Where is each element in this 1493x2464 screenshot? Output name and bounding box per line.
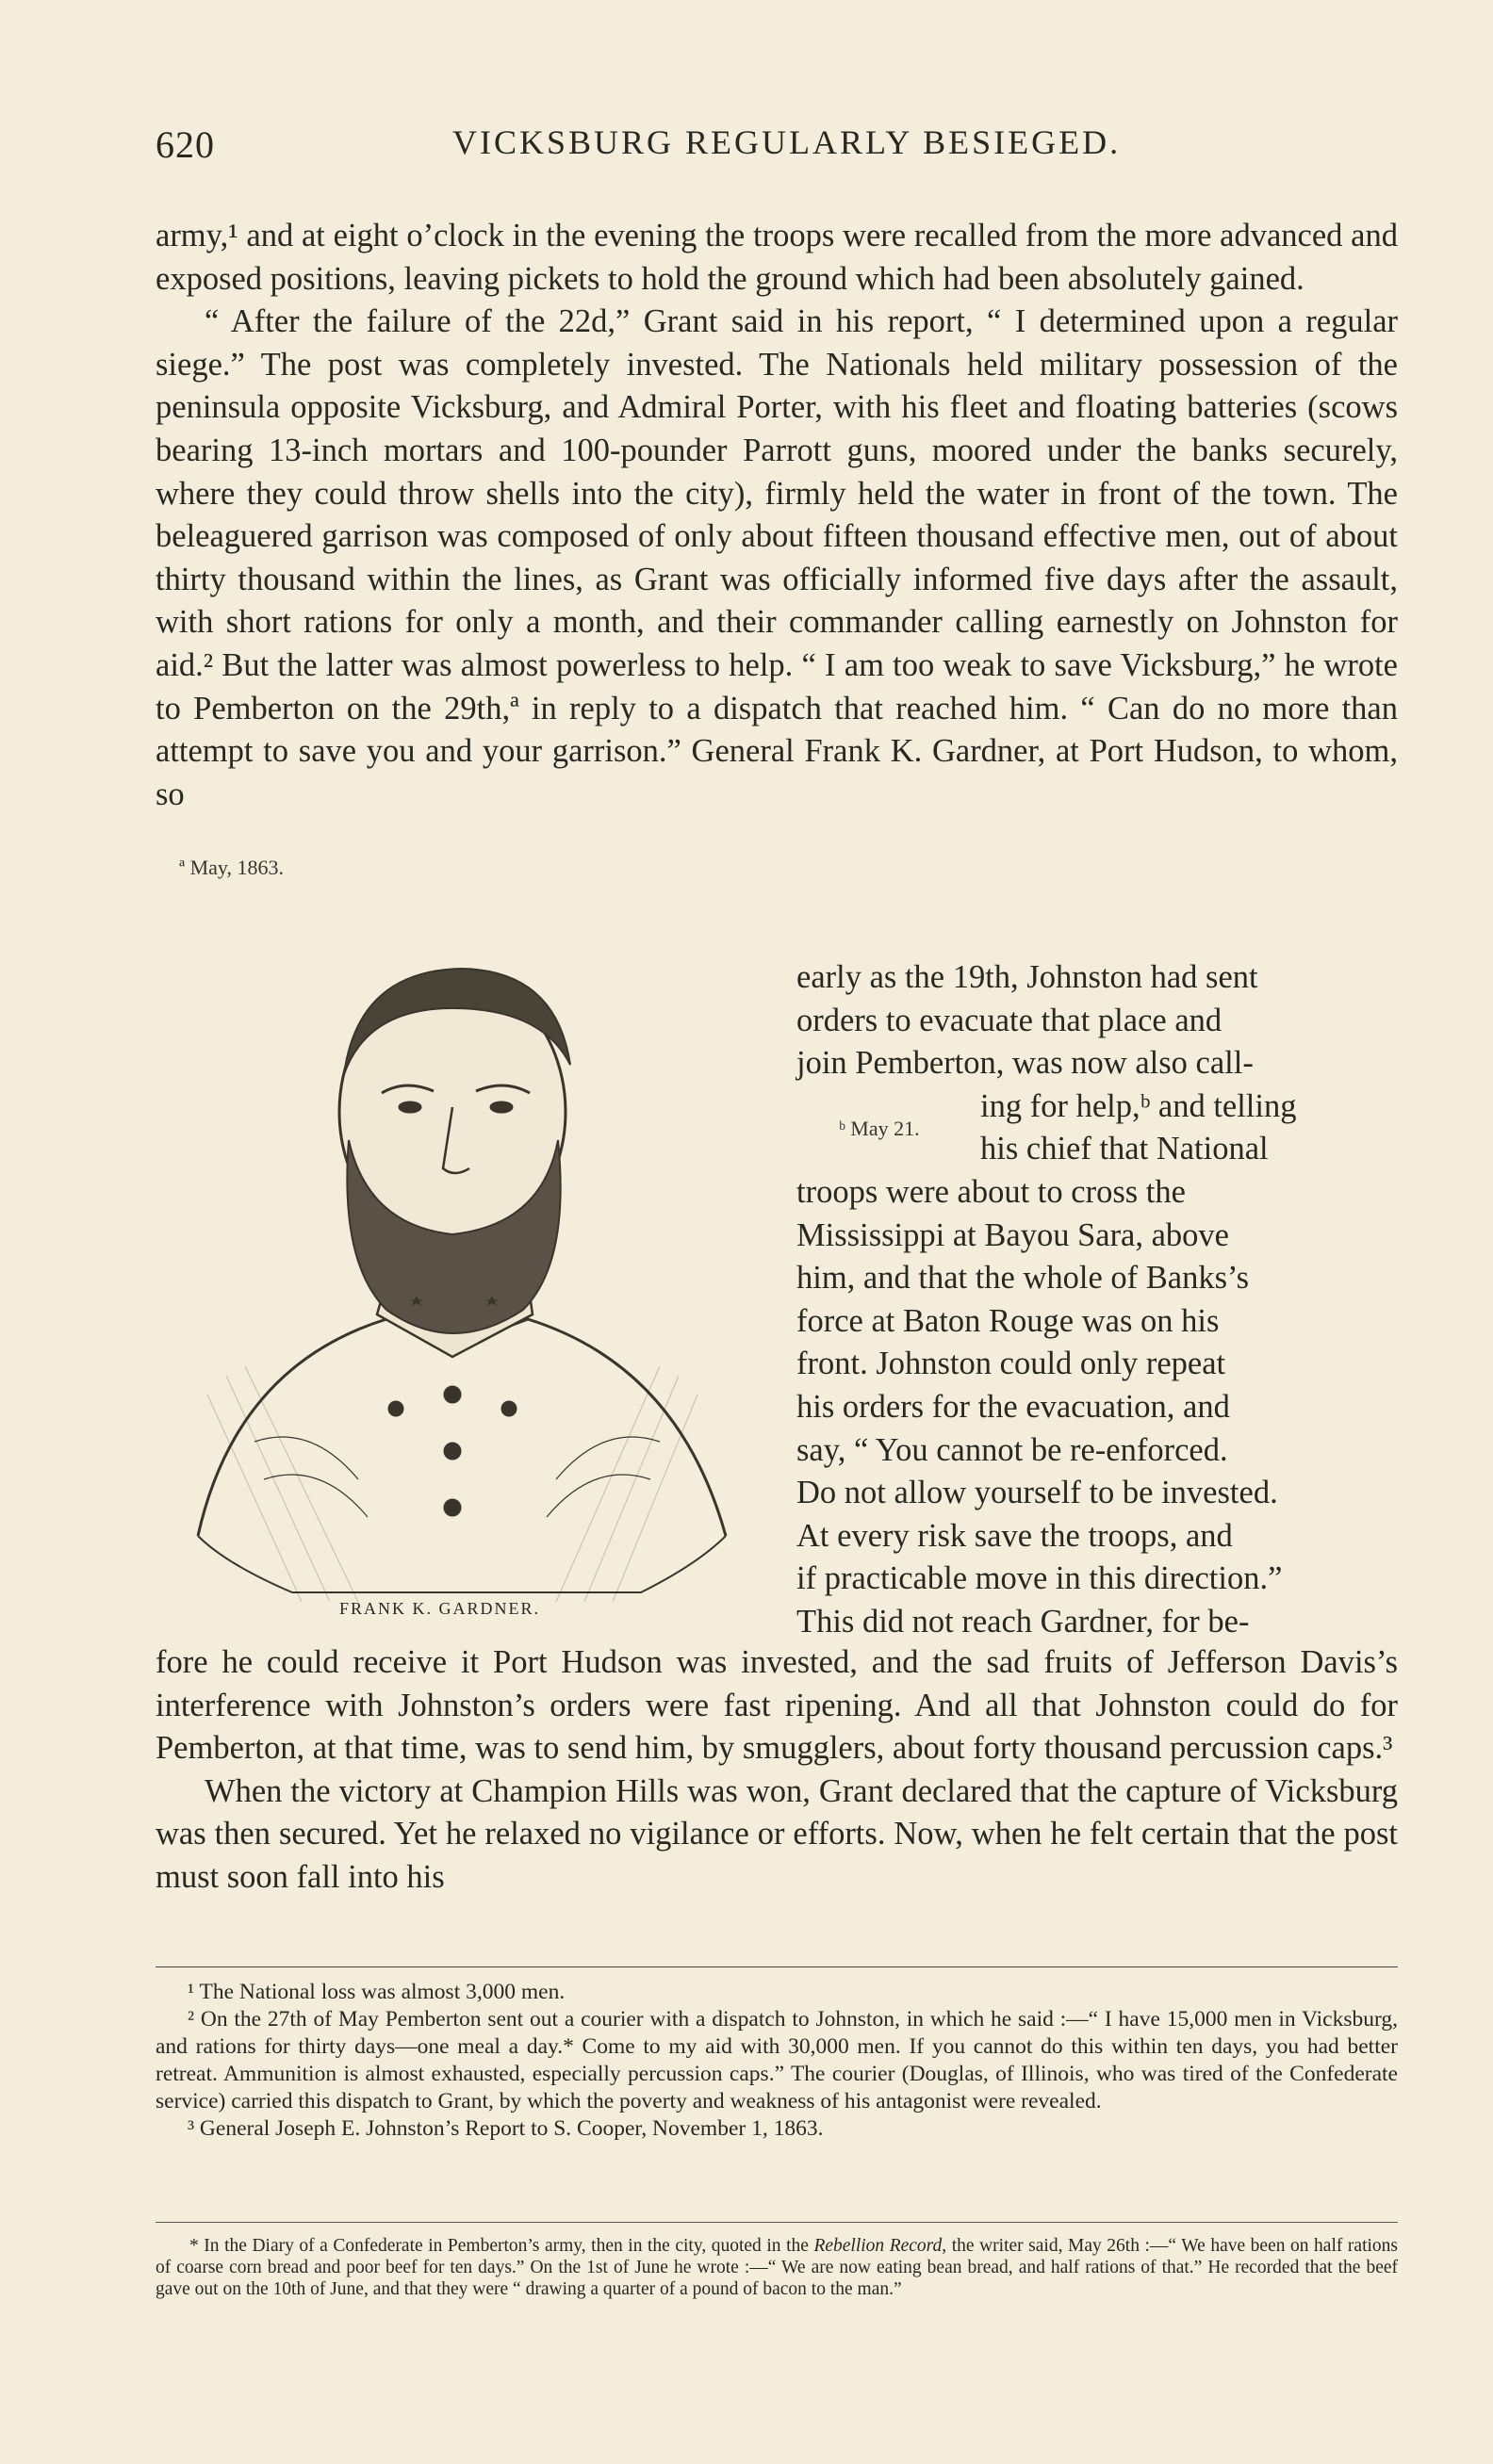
subfootnote-text-a: * In the Diary of a Confederate in Pemberton’s army, then in the city, quoted in the xyxy=(189,2236,814,2256)
gardner-figure xyxy=(198,969,726,1592)
text-line: At every risk save the troops, and xyxy=(796,1517,1233,1554)
subfootnote xyxy=(156,2235,1398,2300)
paragraph-champion-hills: When the victory at Champion Hills was won, Grant declared that the capture of Vicksburg was then secured. Yet he relaxed no vigilance or efforts. Now, when he felt certain that the post must soon fall into his xyxy=(156,1772,1398,1895)
paragraph-continuation-2: fore he could receive it Port Hudson was invested, and the sad fruits of Jefferson Davis’s interference with Johnston’s orders were fast ripening. And all that Johnston could do for Pemberton, at that time, was to send him, by smugglers, about forty thousand percussion caps.³ xyxy=(156,1644,1398,1767)
page-number: 620 xyxy=(156,123,215,166)
running-title: VICKSBURG REGULARLY BESIEGED. xyxy=(452,123,1122,161)
footnote-3: ³ General Joseph E. Johnston’s Report to S. Cooper, November 1, 1863. xyxy=(188,2116,824,2141)
text-line: say, “ You cannot be re-enforced. xyxy=(796,1431,1228,1468)
footnote-divider xyxy=(156,1966,1398,1967)
text-line: This did not reach Gardner, for be- xyxy=(796,1603,1250,1640)
text-line: ing for help,ᵇ and telling xyxy=(980,1087,1297,1124)
footnote-2: ² On the 27th of May Pemberton sent out a courier with a dispatch to Johnston, in which he said :—“ I have 15,000 men in Vicksburg, and rations for thirty days—one meal a day.* Come to my aid with 30,000 men. If you cannot do this within ten days, you had better retreat. Ammunition is almost exhausted, especially percussion caps.” The courier (Douglas, of Illinois, who was tired of the Confederate service) carried this dispatch to Grant, by which the poverty and weakness of his antagonist were revealed. xyxy=(156,2007,1398,2113)
paragraph-continuation: army,¹ and at eight o’clock in the evening the troops were recalled from the more advanced and exposed positions, leaving pickets to hold the ground which had been absolutely gained. xyxy=(156,218,1398,297)
text-line: his chief that National xyxy=(980,1131,1269,1167)
paragraph-siege: “ After the failure of the 22d,” Grant said in his report, “ I determined upon a regular siege.” The post was completely invested. The Nationals held military possession of the peninsula opposite Vicksburg, and Admiral Porter, with his fleet and floating batteries (scows bearing 13-inch mortars and 100-pounder Parrott guns, moored under the banks securely, where they could throw shells into the city), firmly held the water in front of the town. The beleaguered garrison was composed of only about fifteen thousand effective men, out of about thirty thousand within the lines, as Grant was officially informed five days after the assault, with short rations for only a month, and their commander calling earnestly on Johnston for aid.² But the latter was almost powerless to help. “ I am too weak to save Vicksburg,” he wrote to Pemberton on the 29th,ª in reply to a dispatch that reached him. “ Can do no more than attempt to save you and your garrison.” General Frank K. Gardner, at Port Hudson, to whom, so xyxy=(156,303,1398,812)
body-text-top xyxy=(156,215,1398,816)
text-line: orders to evacuate that place and xyxy=(796,1002,1222,1038)
text-line: his orders for the evacuation, and xyxy=(796,1388,1230,1425)
body-text-bottom xyxy=(156,1641,1398,1900)
subfootnote-text-b: , the writer said, May 26th :—“ We have been on half rations of coarse corn bread and poor beef for ten days.” On the 1st of June he wrote :—“ We are now eating bean bread, and half rations of that.” He recorded that the beef gave out on the 10th of June, and that they were “ drawing a quarter of a pound of bacon to the man.” xyxy=(156,2236,1398,2299)
sidenote-may-1863: ª May, 1863. xyxy=(179,856,284,879)
subfootnote-divider xyxy=(156,2222,1398,2223)
subfootnote-source: Rebellion Record xyxy=(813,2236,943,2256)
portrait-engraving xyxy=(170,952,754,1602)
text-line: if practicable move in this direction.” xyxy=(796,1560,1283,1597)
body-text-right-column xyxy=(796,956,1393,1644)
text-line: troops were about to cross the xyxy=(796,1173,1186,1210)
text-line: Mississippi at Bayou Sara, above xyxy=(796,1216,1229,1253)
footnotes xyxy=(156,1979,1398,2143)
page-header xyxy=(156,122,1404,179)
text-line: Do not allow yourself to be invested. xyxy=(796,1475,1278,1511)
text-line: him, and that the whole of Banks’s xyxy=(796,1260,1250,1297)
text-line: join Pemberton, was now also call- xyxy=(796,1045,1254,1082)
text-line: force at Baton Rouge was on his xyxy=(796,1302,1220,1339)
footnote-1: ¹ The National loss was almost 3,000 men. xyxy=(188,1980,566,2004)
sidenote-may-21: ᵇ May 21. xyxy=(839,1117,920,1140)
text-line: front. Johnston could only repeat xyxy=(796,1346,1226,1382)
figure-caption: FRANK K. GARDNER. xyxy=(339,1599,541,1618)
text-line: early as the 19th, Johnston had sent xyxy=(796,959,1258,995)
